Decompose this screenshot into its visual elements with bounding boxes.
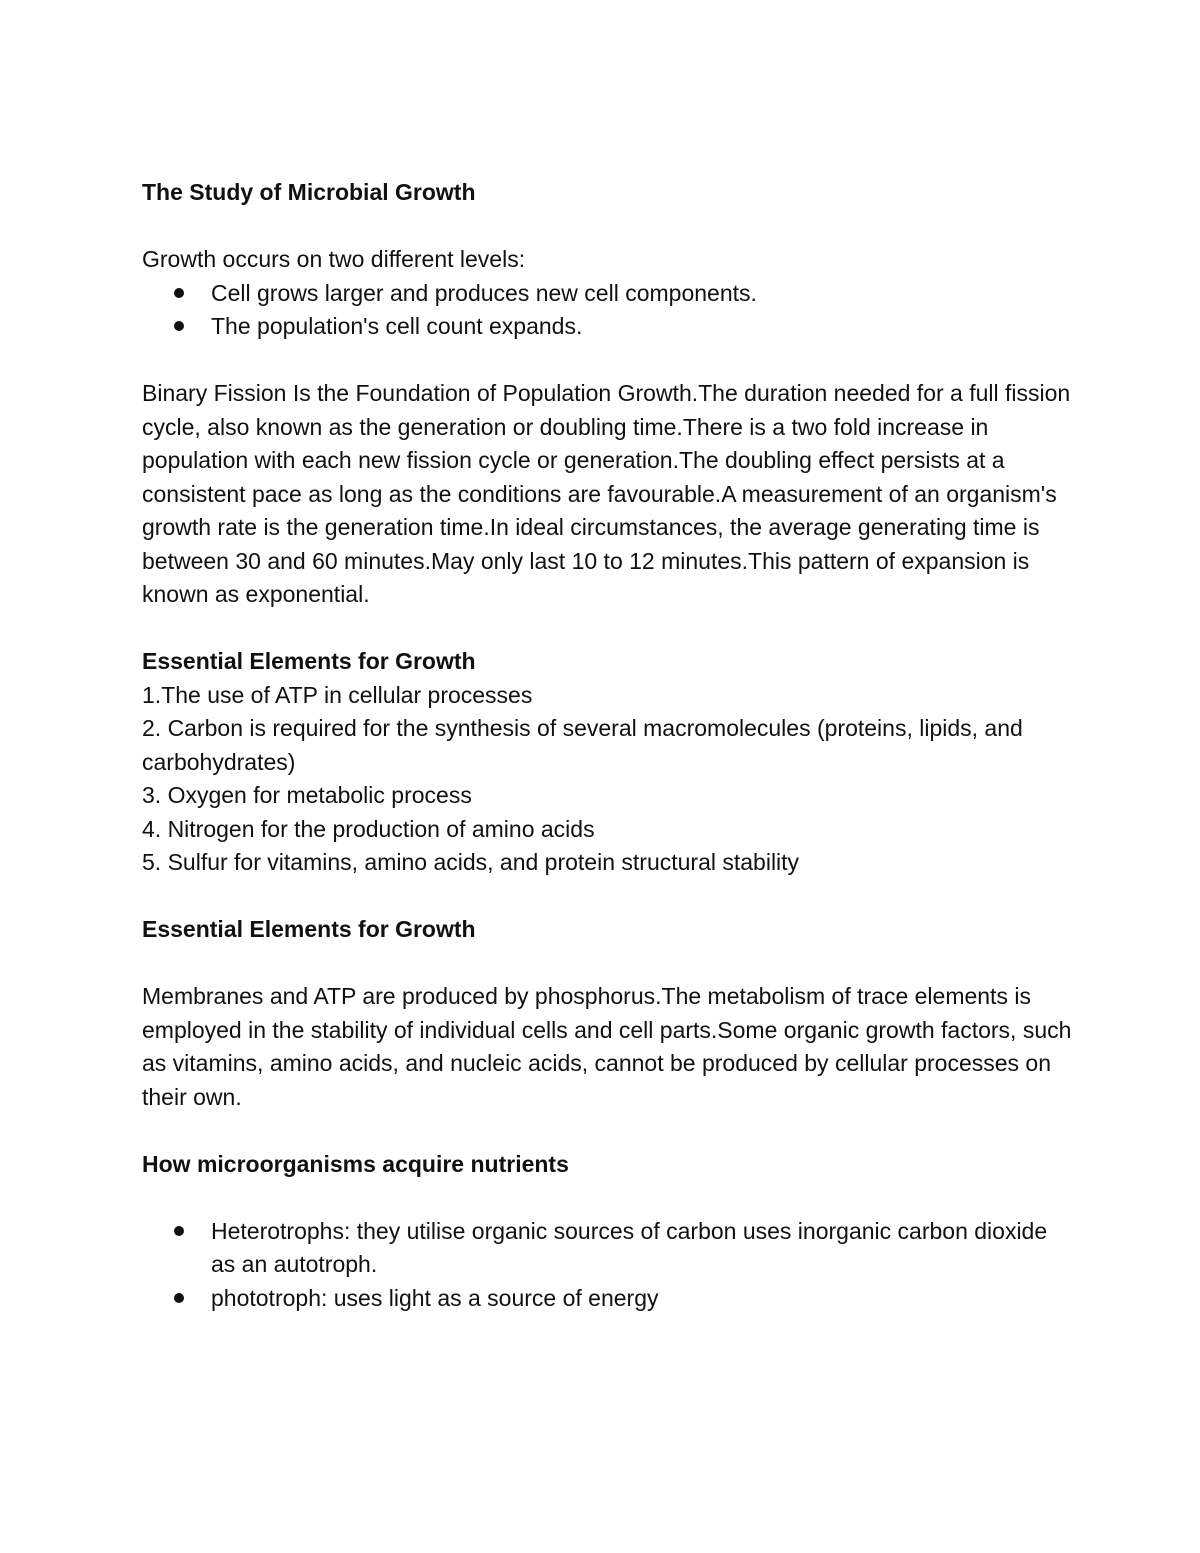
bullet-icon <box>174 288 184 298</box>
spacer <box>142 947 1072 981</box>
bullet-icon <box>174 1293 184 1303</box>
list-item-text: Cell grows larger and produces new cell components. <box>211 279 757 306</box>
essential-elements-paragraph: Membranes and ATP are produced by phosphorus.The metabolism of trace elements is employed in the stability of individual cells and cell parts.Some organic growth factors, such as vitamins, amino acids, and nucleic acids, cannot be produced by cellular processes on their own. <box>142 983 1072 1110</box>
list-item <box>211 1282 1072 1316</box>
spacer <box>142 1114 1072 1148</box>
spacer <box>142 880 1072 914</box>
binary-fission-paragraph: Binary Fission Is the Foundation of Population Growth.The duration needed for a full fission cycle, also known as the generation or doubling time.There is a two fold increase in population with each new fission cycle or generation.The doubling effect persists at a consistent pace as long as the conditions are favourable.A measurement of an organism's growth rate is the generation time.In ideal circumstances, the average generating time is between 30 and 60 minutes.May only last 10 to 12 minutes.This pattern of expansion is known as exponential. <box>142 380 1071 607</box>
document-title: The Study of Microbial Growth <box>142 179 476 205</box>
list-item-text: phototroph: uses light as a source of energy <box>211 1284 659 1311</box>
spacer <box>142 210 1072 244</box>
growth-levels-list <box>142 277 1072 344</box>
spacer <box>142 1181 1072 1215</box>
list-item: 4. Nitrogen for the production of amino acids <box>142 815 595 842</box>
list-item <box>211 1215 1072 1282</box>
essential-elements-heading: Essential Elements for Growth <box>142 648 476 674</box>
list-item <box>211 310 1072 344</box>
list-item: 3. Oxygen for metabolic process <box>142 782 472 808</box>
essential-elements-list <box>142 679 1072 880</box>
bullet-icon <box>174 1226 184 1236</box>
list-item: 5. Sulfur for vitamins, amino acids, and protein structural stability <box>142 849 800 875</box>
nutrients-heading: How microorganisms acquire nutrients <box>142 1150 569 1177</box>
document-page <box>142 176 1072 1315</box>
list-item: 1.The use of ATP in cellular processes <box>142 681 533 708</box>
spacer <box>142 612 1072 646</box>
list-item-text: The population's cell count expands. <box>211 313 583 339</box>
list-item <box>211 277 1072 311</box>
nutrients-list <box>142 1215 1072 1316</box>
growth-levels-intro: Growth occurs on two different levels: <box>142 246 526 272</box>
bullet-icon <box>174 321 184 331</box>
spacer <box>142 344 1072 378</box>
essential-elements-heading-2: Essential Elements for Growth <box>142 916 476 942</box>
list-item: 2. Carbon is required for the synthesis of several macromolecules (proteins, lipids, and carbohydrates) <box>142 715 1023 775</box>
list-item-text: Heterotrophs: they utilise organic sources of carbon uses inorganic carbon dioxide as an autotroph. <box>211 1217 1048 1277</box>
